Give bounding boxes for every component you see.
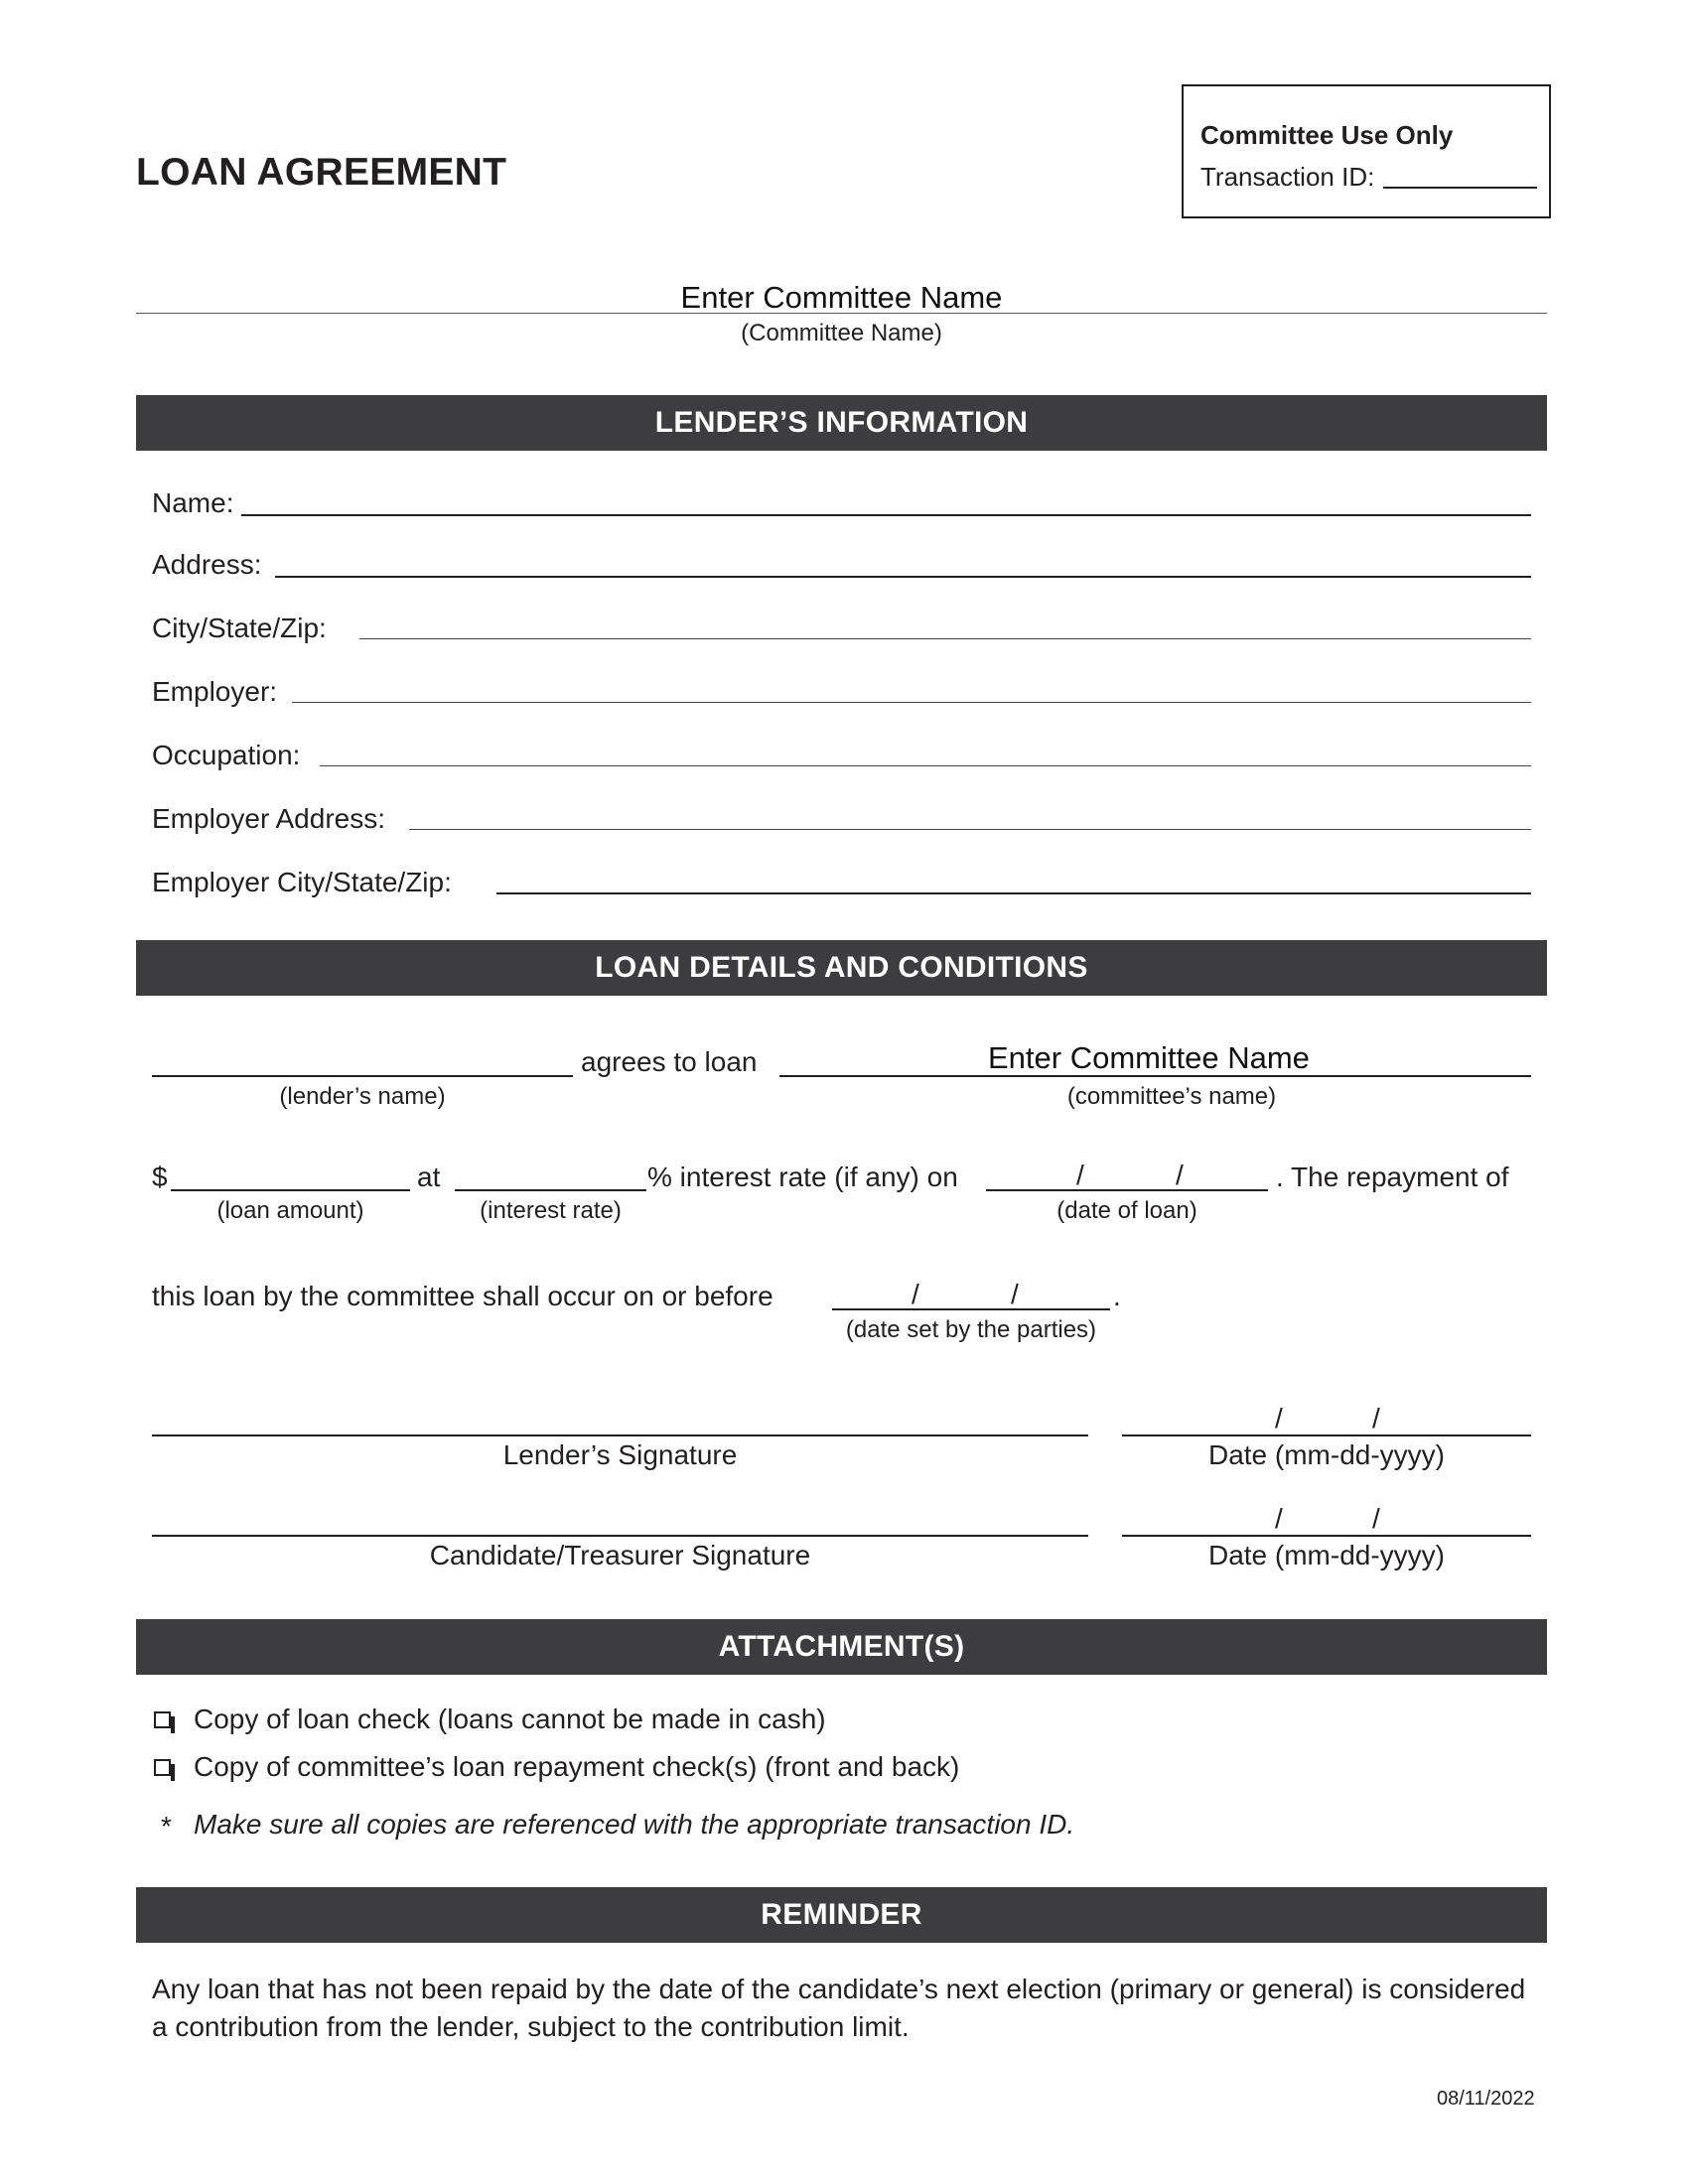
date-slash: / (912, 1279, 919, 1309)
lender-date-label: Date (mm-dd-yyyy) (1207, 1439, 1445, 1470)
lender-address-label: Address: (152, 549, 262, 580)
lender-city-field[interactable] (359, 638, 1531, 639)
lender-address-field[interactable] (275, 576, 1531, 578)
lender-occupation-label: Occupation: (152, 740, 301, 770)
committee-use-title: Committee Use Only (1200, 120, 1454, 150)
interest-rate-caption: (interest rate) (480, 1197, 622, 1224)
lender-name-field[interactable] (241, 514, 1531, 516)
lender-city-label: City/State/Zip: (152, 613, 327, 643)
reminder-text: Any loan that has not been repaid by the date of the candidate’s next election (primary or general) is considered a contribution from the lender, subject to the contribution limit. (152, 1974, 1526, 2042)
date-slash: / (1275, 1503, 1283, 1534)
section-header-loan: LOAN DETAILS AND CONDITIONS (136, 940, 1547, 996)
date-slash: / (1176, 1160, 1184, 1190)
lender-signature-field[interactable] (152, 1434, 1088, 1436)
page-title: LOAN AGREEMENT (136, 151, 507, 194)
attachment-item-1: Copy of loan check (loans cannot be made in cash) (194, 1704, 826, 1734)
employer-address-label: Employer Address: (152, 803, 385, 834)
section-header-reminder: REMINDER (136, 1887, 1547, 1943)
attachment-note: Make sure all copies are referenced with the appropriate transaction ID. (194, 1809, 1075, 1840)
candidate-signature-date-field[interactable] (1122, 1535, 1531, 1537)
employer-city-label: Employer City/State/Zip: (152, 867, 452, 897)
loan-amount-caption: (loan amount) (216, 1197, 364, 1224)
loan-amount-field[interactable] (171, 1189, 410, 1191)
committee-name-underline (136, 313, 1547, 314)
committee-name-caption-2: (committee’s name) (1066, 1083, 1277, 1110)
date-set-caption: (date set by the parties) (845, 1316, 1097, 1343)
period-text: . (1113, 1281, 1121, 1311)
date-slash: / (1011, 1279, 1019, 1309)
lender-employer-label: Employer: (152, 676, 278, 707)
dollar-sign: $ (152, 1161, 168, 1192)
attachment-checkbox-1[interactable] (154, 1711, 171, 1728)
section-header-attachments: ATTACHMENT(S) (136, 1619, 1547, 1675)
candidate-signature-field[interactable] (152, 1535, 1088, 1537)
employer-address-field[interactable] (409, 829, 1531, 830)
repayment-text: . The repayment of (1276, 1161, 1509, 1192)
date-of-loan-field[interactable] (986, 1189, 1268, 1191)
date-slash: / (1372, 1403, 1380, 1433)
lender-name-caption: (lender’s name) (279, 1083, 446, 1110)
lender-signature-label: Lender’s Signature (502, 1439, 738, 1470)
transaction-id-label: Transaction ID: (1200, 162, 1375, 192)
occur-text: this loan by the committee shall occur on or before (152, 1281, 774, 1311)
employer-city-field[interactable] (496, 892, 1531, 894)
attachment-checkbox-2[interactable] (154, 1759, 171, 1776)
lender-employer-field[interactable] (292, 702, 1531, 703)
lender-name-label: Name: (152, 487, 234, 518)
date-of-loan-caption: (date of loan) (1056, 1197, 1197, 1224)
attachment-item-2: Copy of committee’s loan repayment check(s) (front and back) (194, 1751, 960, 1782)
committee-name-field[interactable]: Enter Committee Name (680, 280, 1003, 315)
at-text: at (417, 1161, 441, 1192)
transaction-id-field[interactable] (1383, 187, 1537, 189)
lender-signature-date-field[interactable] (1122, 1434, 1531, 1436)
section-header-lender: LENDER’S INFORMATION (136, 395, 1547, 451)
repayment-date-field[interactable] (832, 1308, 1110, 1310)
candidate-signature-label: Candidate/Treasurer Signature (429, 1540, 811, 1570)
date-slash: / (1372, 1503, 1380, 1534)
loan-committee-name-field[interactable]: Enter Committee Name (988, 1040, 1310, 1075)
interest-text: % interest rate (if any) on (647, 1161, 958, 1192)
loan-lender-name-field[interactable] (152, 1075, 573, 1077)
committee-name-caption: (Committee Name) (741, 320, 942, 346)
lender-occupation-field[interactable] (320, 765, 1531, 766)
interest-rate-field[interactable] (455, 1189, 646, 1191)
note-asterisk: * (161, 1811, 172, 1842)
committee-use-box (1182, 84, 1551, 218)
date-slash: / (1275, 1403, 1283, 1433)
agrees-to-loan-text: agrees to loan (581, 1046, 758, 1077)
candidate-date-label: Date (mm-dd-yyyy) (1207, 1540, 1445, 1570)
form-revision-date: 08/11/2022 (1437, 2088, 1535, 2110)
date-slash: / (1076, 1160, 1084, 1190)
